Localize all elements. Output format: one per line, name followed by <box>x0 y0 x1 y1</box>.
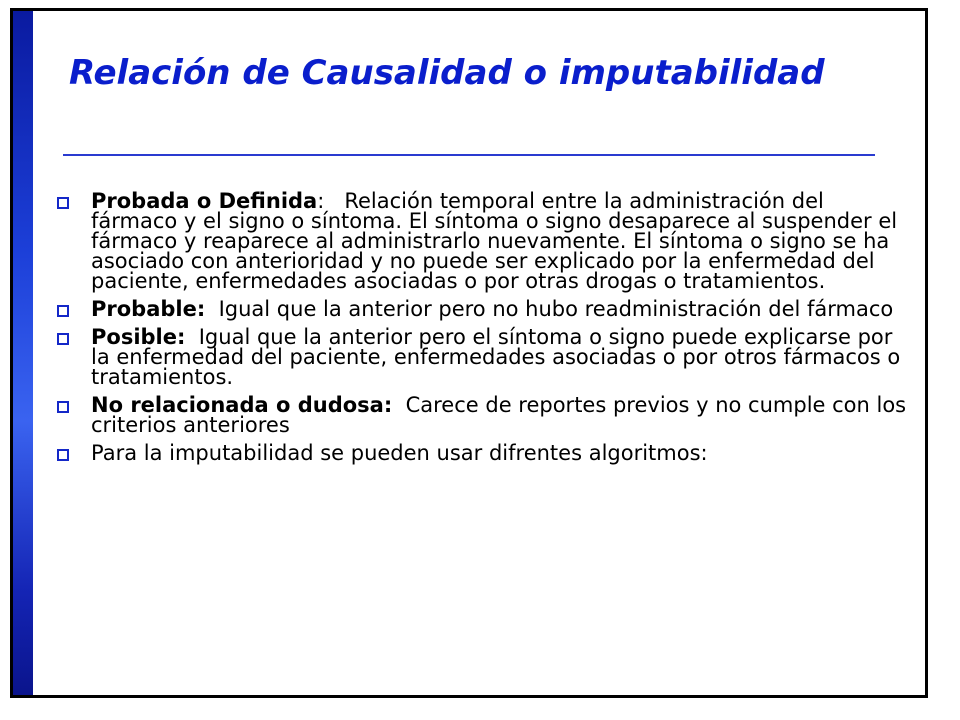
bullet-item-posible <box>49 327 909 387</box>
title-underline <box>63 154 875 156</box>
bullet-term: Posible: <box>91 325 186 349</box>
bullet-item-probable <box>49 299 909 319</box>
bullet-text: Relación temporal entre la administración del fármaco y el signo o síntoma. El síntoma o signo desaparece al suspender el fármaco y reaparece al administrarlo nuevamente. El síntoma o signo se ha asociado con anterioridad y no puede ser explicado por la enfermedad del paciente, enfermedades asociadas o por otras drogas o tratamientos. <box>91 189 904 293</box>
bullet-text: Para la imputabilidad se pueden usar difrentes algoritmos: <box>91 441 708 465</box>
bullet-term: Probable: <box>91 297 206 321</box>
bullet-text: Igual que la anterior pero el síntoma o signo puede explicarse por la enfermedad del paciente, enfermedades asociadas o por otros fármacos o tratamientos. <box>91 325 907 389</box>
bullet-list <box>49 189 913 471</box>
square-bullet-icon <box>57 305 69 317</box>
bullet-text: Igual que la anterior pero no hubo readministración del fármaco <box>205 297 894 321</box>
bullet-text: Carece de reportes previos y no cumple con los criterios anteriores <box>91 393 913 437</box>
bullet-item-algoritmos <box>49 443 909 463</box>
square-bullet-icon <box>57 401 69 413</box>
bullet-term: No relacionada o dudosa: <box>91 393 393 417</box>
side-accent-bar <box>13 11 33 695</box>
slide-title: Relación de Causalidad o imputabilidad <box>69 53 825 93</box>
slide <box>10 8 928 698</box>
bullet-separator: : <box>317 189 325 213</box>
square-bullet-icon <box>57 449 69 461</box>
bullet-term: Probada o Definida <box>91 189 318 213</box>
square-bullet-icon <box>57 197 69 209</box>
bullet-item-no-relacionada <box>49 393 913 437</box>
square-bullet-icon <box>57 333 69 345</box>
bullet-item-probada <box>49 191 909 291</box>
